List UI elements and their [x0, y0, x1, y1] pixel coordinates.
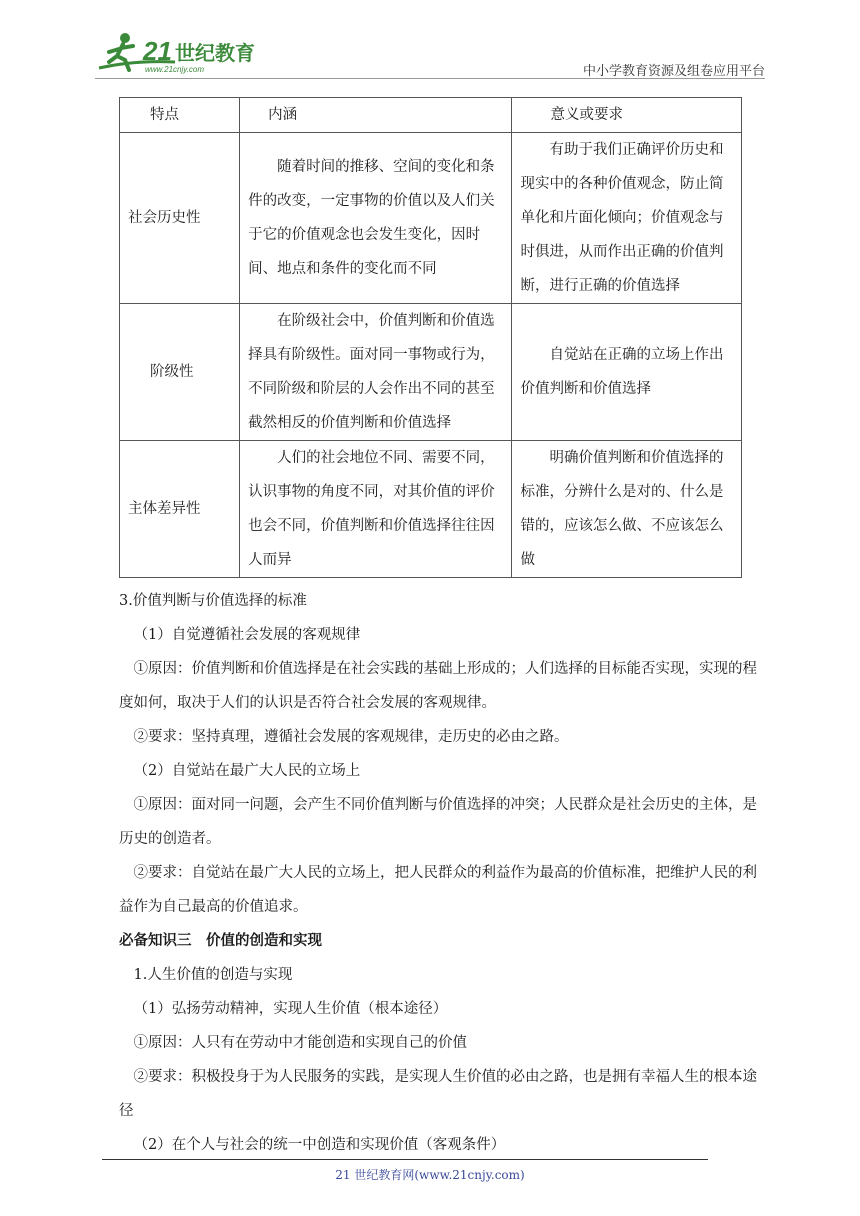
subsection-heading: （1）弘扬劳动精神，实现人生价值（根本途径）: [133, 1001, 448, 1017]
section-title: 必备知识三 价值的创造和实现: [119, 932, 322, 949]
header-significance: 意义或要求: [512, 98, 742, 133]
table-row: [120, 133, 742, 304]
table-header-row: [120, 98, 742, 133]
subsection-heading: （2）在个人与社会的统一中创造和实现价值（客观条件）: [133, 1137, 506, 1153]
body-text: [119, 584, 761, 1162]
header-feature: 特点: [120, 98, 240, 133]
header-meaning: 内涵: [240, 98, 512, 133]
meaning-cell: 人们的社会地位不同、需要不同，认识事物的角度不同，对其价值的评价也会不同，价值判断和价值选择往往因人而异: [240, 441, 512, 578]
section-heading: 1.人生价值的创造与实现: [133, 967, 293, 983]
footer-divider: [102, 1159, 708, 1160]
paragraph: ①原因：面对同一问题，会产生不同价值判断与价值选择的冲突；人民群众是社会历史的主体，是历史的创造者。: [119, 797, 757, 847]
logo-21cnjy: [95, 30, 265, 76]
significance-cell: 有助于我们正确评价历史和现实中的各种价值观念，防止简单化和片面化倾向；价值观念与时俱进，从而作出正确的价值判断，进行正确的价值选择: [512, 133, 742, 304]
feature-cell: 社会历史性: [120, 133, 240, 304]
meaning-cell: 随着时间的推移、空间的变化和条件的改变，一定事物的价值以及人们关于它的价值观念也会发生变化，因时间、地点和条件的变化而不同: [240, 133, 512, 304]
paragraph: ①原因：人只有在劳动中才能创造和实现自己的价值: [133, 1035, 467, 1051]
subsection-heading: （2）自觉站在最广大人民的立场上: [133, 763, 361, 779]
platform-title: 中小学教育资源及组卷应用平台: [582, 64, 765, 79]
paragraph: ②要求：坚持真理，遵循社会发展的客观规律，走历史的必由之路。: [133, 729, 569, 745]
subsection-heading: （1）自觉遵循社会发展的客观规律: [133, 627, 361, 643]
paragraph: ②要求：积极投身于为人民服务的实践，是实现人生价值的必由之路，也是拥有幸福人生的根本途径: [119, 1069, 757, 1119]
svg-text:www.21cnjy.com: www.21cnjy.com: [145, 65, 204, 74]
header-divider: [95, 78, 765, 79]
svg-text:21: 21: [143, 36, 172, 66]
page-header: [95, 30, 765, 78]
value-judgment-table: [119, 97, 742, 578]
table-row: [120, 441, 742, 578]
paragraph: ①原因：价值判断和价值选择是在社会实践的基础上形成的；人们选择的目标能否实现，实现的程度如何，取决于人们的认识是否符合社会发展的客观规律。: [119, 661, 757, 711]
feature-cell: 阶级性: [120, 304, 240, 441]
meaning-cell: 在阶级社会中，价值判断和价值选择具有阶级性。面对同一事物或行为，不同阶级和阶层的人会作出不同的甚至截然相反的价值判断和价值选择: [240, 304, 512, 441]
section-heading: 3.价值判断与价值选择的标准: [119, 593, 307, 609]
significance-cell: 自觉站在正确的立场上作出价值判断和价值选择: [512, 304, 742, 441]
table-row: [120, 304, 742, 441]
paragraph: ②要求：自觉站在最广大人民的立场上，把人民群众的利益作为最高的价值标准，把维护人民的利益作为自己最高的价值追求。: [119, 865, 757, 915]
svg-text:世纪教育: 世纪教育: [175, 41, 255, 65]
significance-cell: 明确价值判断和价值选择的标准，分辨什么是对的、什么是错的，应该怎么做、不应该怎么做: [512, 441, 742, 578]
feature-cell: 主体差异性: [120, 441, 240, 578]
page-footer: 21 世纪教育网(www.21cnjy.com): [335, 1168, 525, 1182]
